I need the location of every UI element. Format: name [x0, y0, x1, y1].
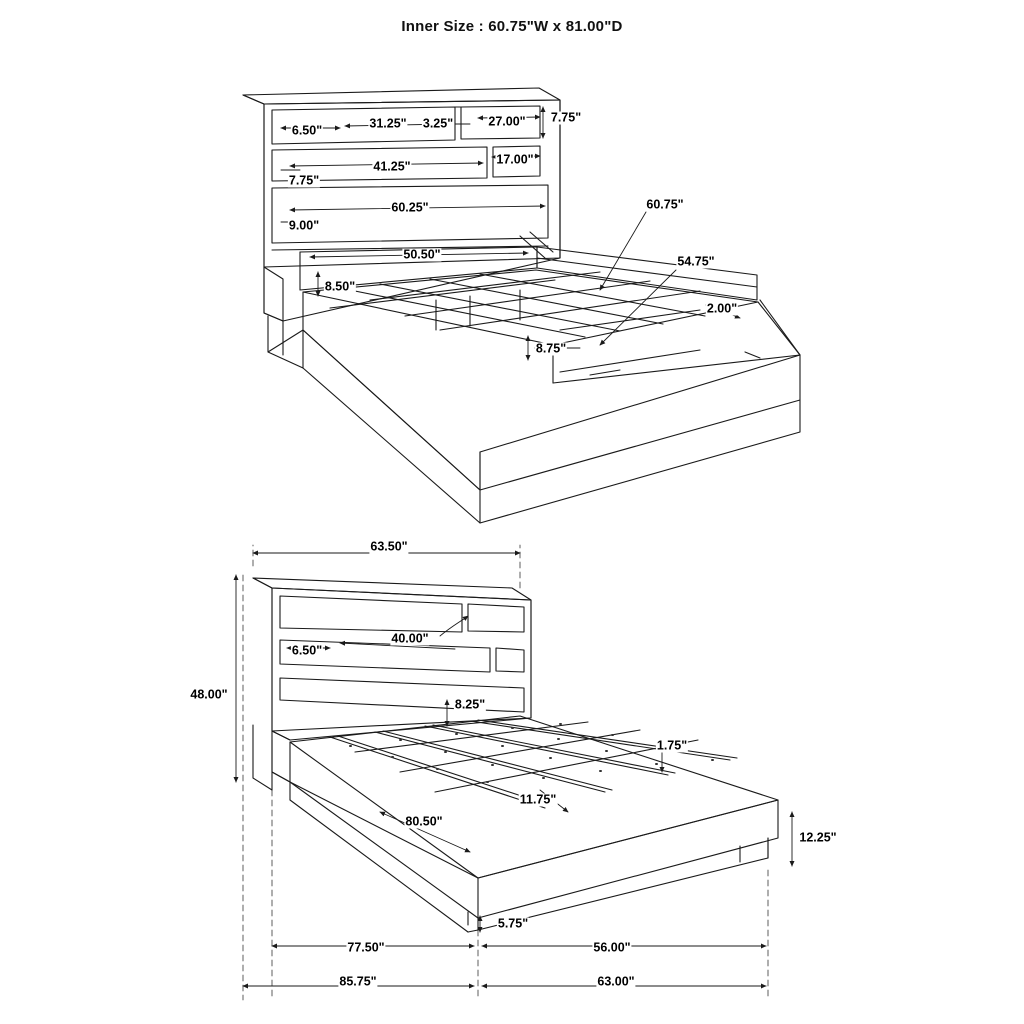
dim-v2-6-50: 6.50" [291, 643, 323, 658]
dim-v1-9-00: 9.00" [288, 218, 320, 233]
dim-v1-8-75: 8.75" [535, 341, 567, 356]
dim-v2-63-00: 63.00" [597, 974, 635, 989]
dim-v1-60-75: 60.75" [646, 197, 684, 212]
dim-v1-27-00: 27.00" [488, 114, 526, 129]
dim-v1-31-25: 31.25" [369, 116, 407, 131]
dim-v1-6-50: 6.50" [291, 123, 323, 138]
dim-v1-7-75-right: 7.75" [550, 110, 582, 125]
dim-v1-3-25: 3.25" [422, 116, 454, 131]
dim-v1-60-25: 60.25" [391, 200, 429, 215]
dim-v2-12-25: 12.25" [799, 830, 837, 845]
dim-v2-8-25: 8.25" [454, 697, 486, 712]
dim-v1-17-00: 17.00" [496, 152, 534, 167]
dim-v1-50-50: 50.50" [403, 247, 441, 262]
dim-v1-8-50: 8.50" [324, 279, 356, 294]
view-2-bed-perspective [243, 545, 778, 1000]
dim-v2-80-50: 80.50" [405, 814, 443, 829]
dim-v2-63-50: 63.50" [370, 539, 408, 554]
dim-v2-56-00: 56.00" [593, 940, 631, 955]
dim-v2-48-00: 48.00" [190, 687, 228, 702]
dim-v2-11-75: 11.75" [519, 792, 557, 807]
dim-v1-7-75-left: 7.75" [288, 173, 320, 188]
dim-v2-1-75: 1.75" [656, 738, 688, 753]
dim-v1-2-00: 2.00" [706, 301, 738, 316]
dim-v2-85-75: 85.75" [339, 974, 377, 989]
dim-v2-40-00: 40.00" [391, 631, 429, 646]
dim-v1-54-75: 54.75" [677, 254, 715, 269]
dim-v2-5-75: 5.75" [497, 916, 529, 931]
dim-v2-77-50: 77.50" [347, 940, 385, 955]
dim-v1-41-25: 41.25" [373, 159, 411, 174]
page-title: Inner Size : 60.75"W x 81.00"D [401, 18, 623, 35]
